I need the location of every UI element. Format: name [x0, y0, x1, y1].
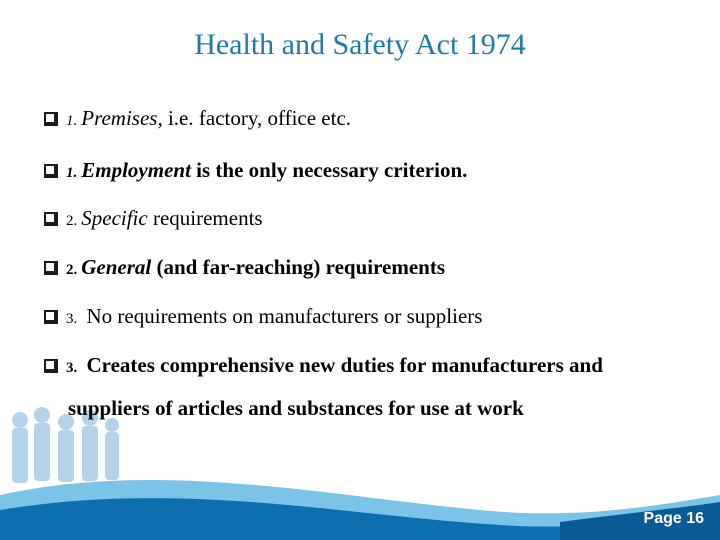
- list-item-continuation: suppliers of articles and substances for use at work: [68, 396, 524, 420]
- slide-title: Health and Safety Act 1974: [194, 28, 526, 61]
- checkbox-square-icon: [44, 359, 58, 373]
- checkbox-square-icon: [44, 112, 58, 126]
- list-item: 2. Specific requirements: [44, 205, 263, 234]
- checkbox-square-icon: [44, 212, 58, 226]
- page-number: Page 16: [643, 510, 704, 527]
- checkbox-square-icon: [44, 164, 58, 178]
- list-item: 3. No requirements on manufacturers or suppliers: [44, 303, 482, 332]
- list-item: 1. Premises, i.e. factory, office etc.: [44, 105, 351, 134]
- checkbox-square-icon: [44, 310, 58, 324]
- footer-wave-decoration: [0, 400, 720, 540]
- checkbox-square-icon: [44, 261, 58, 275]
- list-item: 3. Creates comprehensive new duties for manufacturers and: [44, 352, 603, 381]
- list-item: 2. General (and far-reaching) requirements: [44, 254, 445, 283]
- list-item: 1. Employment is the only necessary criterion.: [44, 157, 467, 186]
